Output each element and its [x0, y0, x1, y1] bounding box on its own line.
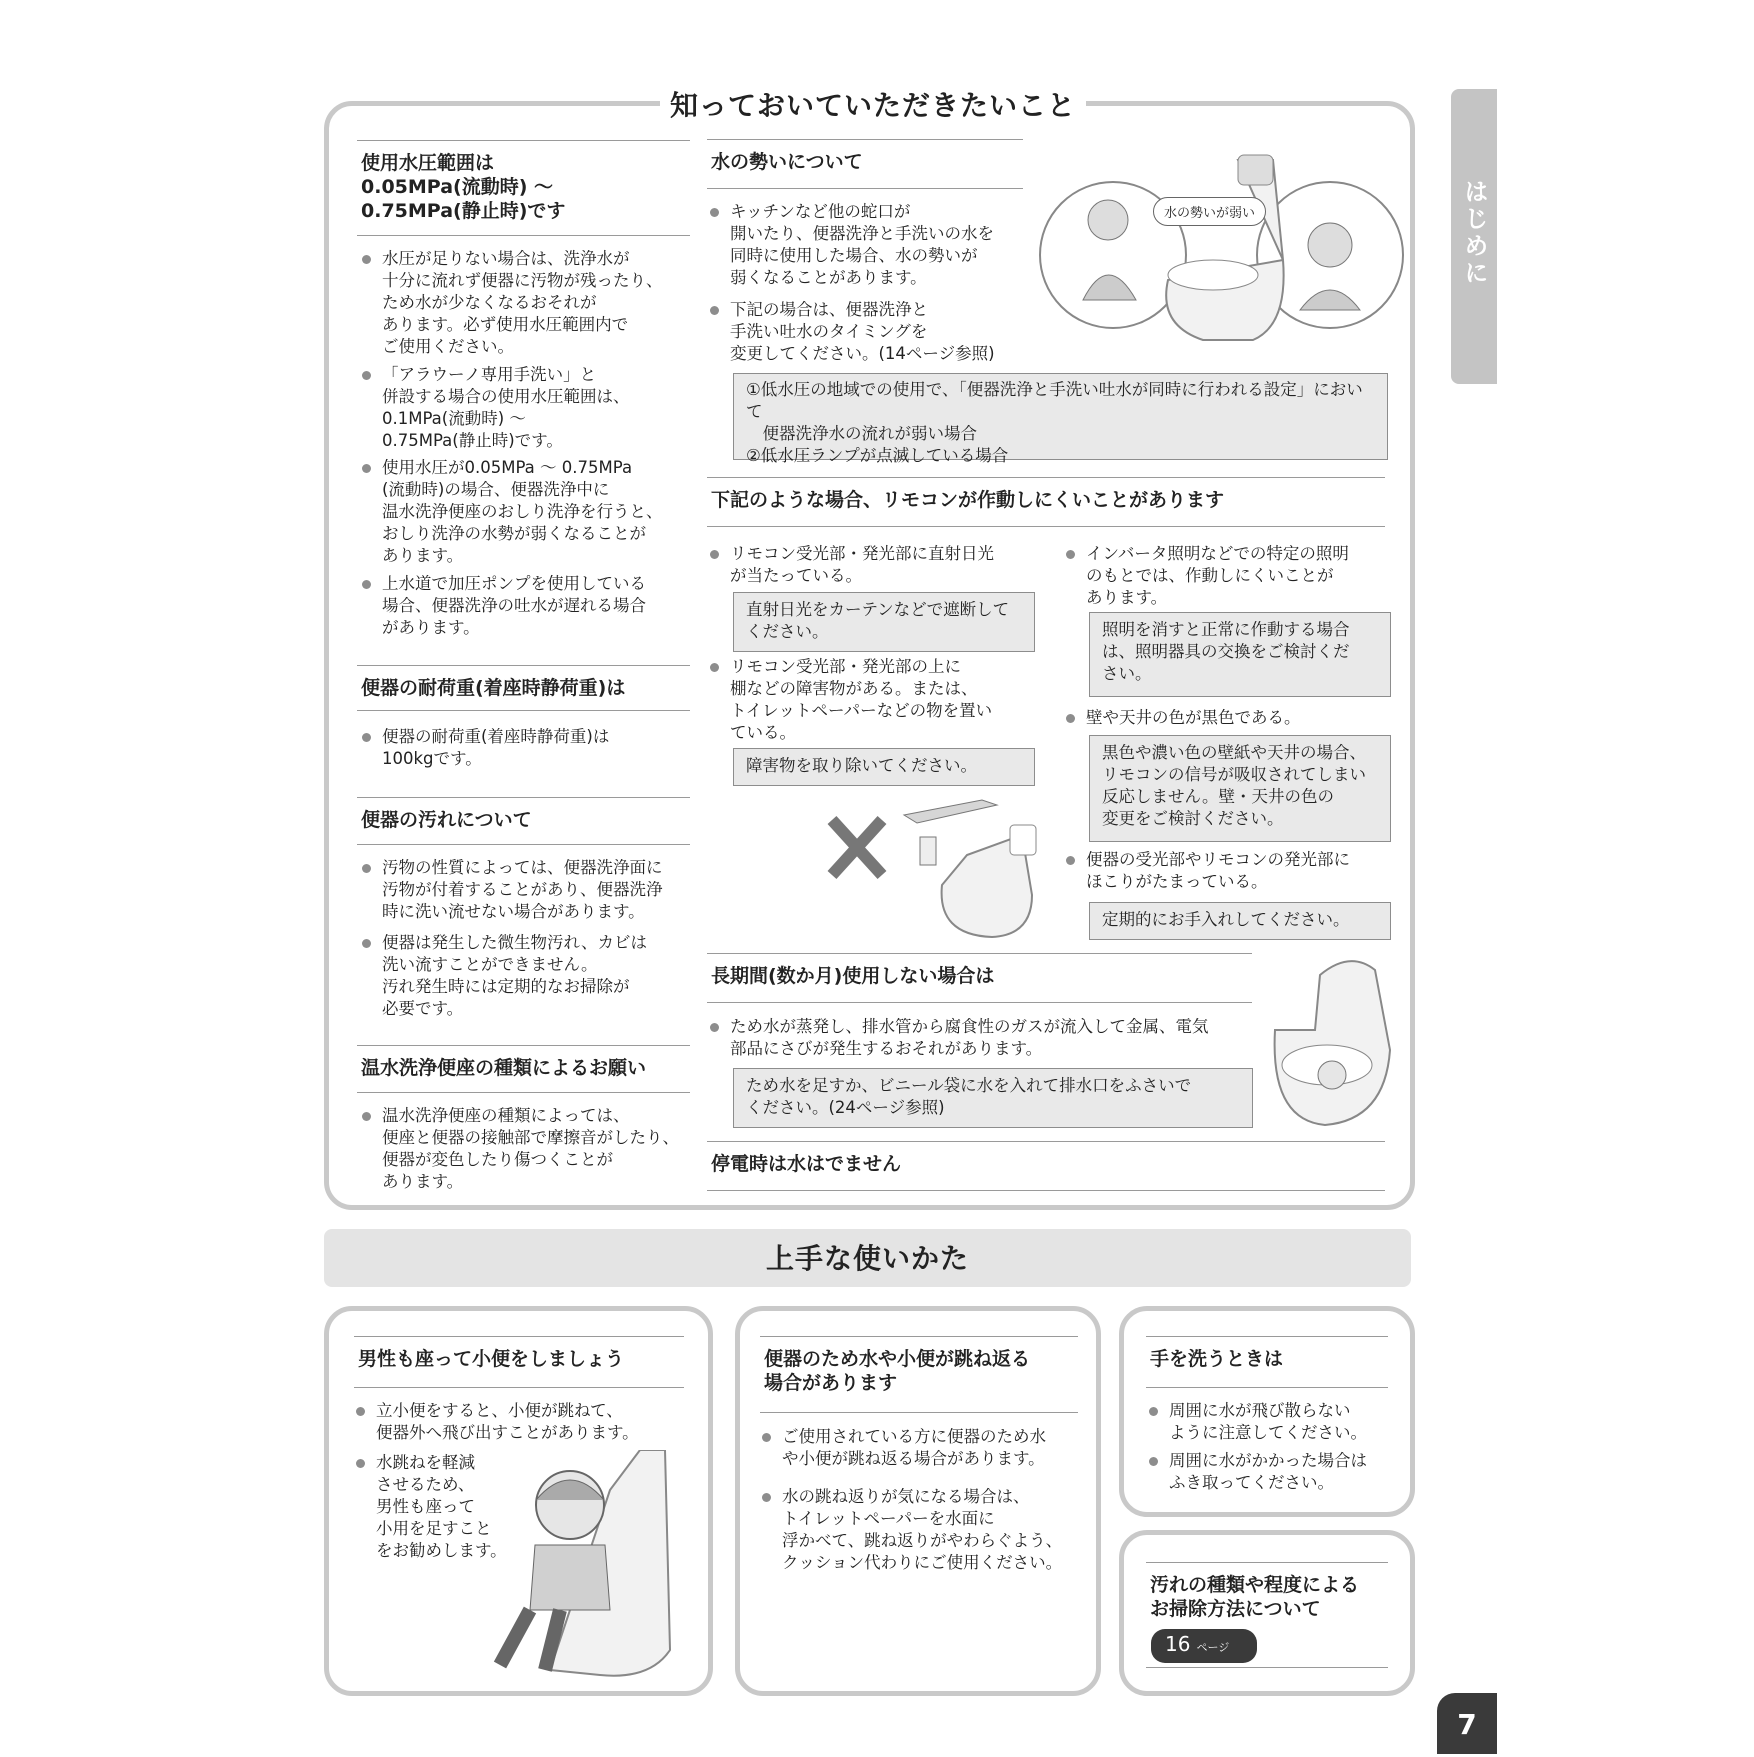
- pressure-heading: 使用水圧範囲は 0.05MPa(流動時) ～ 0.75MPa(静止時)です: [357, 140, 690, 236]
- remote-right-note-1: 照明を消すと正常に作動する場合 は、照明器具の交換をご検討くだ さい。: [1089, 612, 1391, 697]
- pressure-bullet-3: 使用水圧が0.05MPa ～ 0.75MPa (流動時)の場合、便器洗浄中に 温水洗浄便座のおしり洗浄を行うと、 おしり洗浄の水勢が弱くなることが あります。: [360, 457, 690, 567]
- toilet-icon: [1275, 961, 1390, 1125]
- remote-left-bullet-1: リモコン受光部・発光部に直射日光 が当たっている。: [708, 543, 1038, 587]
- hand-wash-heading: 手を洗うときは: [1146, 1336, 1388, 1388]
- page-number: 7: [1437, 1693, 1497, 1754]
- men-sit-bullet-2: 水跳ねを軽減 させるため、 男性も座って 小用を足すこと をお勧めします。: [354, 1452, 554, 1562]
- long-term-note: ため水を足すか、ビニール袋に水を入れて排水口をふさいで ください。(24ページ参照): [733, 1068, 1253, 1128]
- water-force-bullet-1: キッチンなど他の蛇口が 開いたり、便器洗浄と手洗いの水を 同時に使用した場合、水の勢いが 弱くなることがあります。: [708, 201, 1038, 289]
- usage-tips-banner: [324, 1229, 1411, 1287]
- remote-right-bullet-1: インバータ照明などでの特定の照明 のもとでは、作動しにくいことが あります。: [1064, 543, 1394, 609]
- water-force-illustration: [1038, 150, 1408, 345]
- seat-heading: 温水洗浄便座の種類によるお願い: [357, 1045, 690, 1093]
- pressure-bullet-1: 水圧が足りない場合は、洗浄水が 十分に流れず便器に汚物が残ったり、 ため水が少なくなるおそれが あります。必ず使用水圧範囲内で ご使用ください。: [360, 248, 690, 358]
- dirt-bullet-1: 汚物の性質によっては、便器洗浄面に 汚物が付着することがあり、便器洗浄 時に洗い流せない場合があります。: [360, 857, 690, 923]
- long-term-bullet-1: ため水が蒸発し、排水管から腐食性のガスが流入して金属、電気 部品にさびが発生するおそれがあります。: [708, 1016, 1253, 1060]
- remote-left-bullet-2: リモコン受光部・発光部の上に 棚などの障害物がある。または、 トイレットペーパーなどの物を置い ている。: [708, 656, 1038, 744]
- remote-right-bullet-2: 壁や天井の色が黒色である。: [1064, 707, 1394, 729]
- section-tab-label: はじめに: [1460, 179, 1488, 287]
- remote-left-note-1: 直射日光をカーテンなどで遮断して ください。: [733, 592, 1035, 652]
- water-force-note: ①低水圧の地域での使用で、「便器洗浄と手洗い吐水が同時に行われる設定」において 便器洗浄水の流れが弱い場合 ②低水圧ランプが点滅している場合: [733, 373, 1388, 460]
- load-heading: 便器の耐荷重(着座時静荷重)は: [357, 665, 690, 711]
- pressure-bullet-4: 上水道で加圧ポンプを使用している 場合、便器洗浄の吐水が遅れる場合 があります。: [360, 573, 690, 639]
- important-info-title: 知っておいていただきたいこと: [660, 84, 1086, 124]
- splash-bullet-2: 水の跳ね返りが気になる場合は、 トイレットペーパーを水面に 浮かべて、跳ね返りがやわらぐよう、 クッション代わりにご使用ください。: [760, 1486, 1090, 1574]
- page-ref-link[interactable]: 16 ページ: [1151, 1629, 1257, 1663]
- water-force-heading: 水の勢いについて: [707, 139, 1023, 189]
- obstacle-illustration: [822, 795, 1052, 940]
- load-bullet-1: 便器の耐荷重(着座時静荷重)は 100kgです。: [360, 726, 690, 770]
- blackout-heading: 停電時は水はでません: [707, 1141, 1385, 1191]
- water-force-bullet-2: 下記の場合は、便器洗浄と 手洗い吐水のタイミングを 変更してください。(14ページ参照): [708, 299, 1038, 365]
- dirt-bullet-2: 便器は発生した微生物汚れ、カビは 洗い流すことができません。 汚れ発生時には定期的なお掃除が 必要です。: [360, 932, 690, 1020]
- seat-bullet-1: 温水洗浄便座の種類によっては、 便座と便器の接触部で摩擦音がしたり、 便器が変色したり傷つくことが あります。: [360, 1105, 690, 1193]
- weak-water-bubble: 水の勢いが弱い: [1153, 197, 1266, 226]
- cross-mark-icon: [832, 820, 882, 875]
- remote-right-note-3: 定期的にお手入れしてください。: [1089, 902, 1391, 940]
- person-head-icon: [1088, 200, 1128, 240]
- hand-wash-bullet-2: 周囲に水がかかった場合は ふき取ってください。: [1147, 1450, 1397, 1494]
- splash-heading: 便器のため水や小便が跳ね返る 場合があります: [760, 1336, 1078, 1413]
- cleaning-ref-heading: 汚れの種類や程度による お掃除方法について: [1146, 1562, 1388, 1668]
- seated-boy-illustration: [490, 1450, 690, 1685]
- section-tab[interactable]: [1451, 89, 1497, 384]
- pressure-bullet-2: 「アラウーノ専用手洗い」と 併設する場合の使用水圧範囲は、 0.1MPa(流動時) ～ 0.75MPa(静止時)です。: [360, 364, 690, 452]
- water-bag-icon: [1318, 1061, 1346, 1089]
- hand-wash-bullet-1: 周囲に水が飛び散らない ように注意してください。: [1147, 1400, 1397, 1444]
- men-sit-bullet-1: 立小便をすると、小便が跳ねて、 便器外へ飛び出すことがあります。: [354, 1400, 694, 1444]
- remote-left-note-2: 障害物を取り除いてください。: [733, 748, 1035, 786]
- long-term-heading: 長期間(数か月)使用しない場合は: [707, 953, 1252, 1003]
- splash-bullet-1: ご使用されている方に便器のため水 や小便が跳ね返る場合があります。: [760, 1426, 1090, 1470]
- dirt-heading: 便器の汚れについて: [357, 797, 690, 845]
- remote-heading: 下記のような場合、リモコンが作動しにくいことがあります: [707, 477, 1385, 527]
- remote-right-note-2: 黒色や濃い色の壁紙や天井の場合、 リモコンの信号が吸収されてしまい 反応しません。壁・天井の色の 変更をご検討ください。: [1089, 735, 1391, 842]
- remote-right-bullet-3: 便器の受光部やリモコンの発光部に ほこりがたまっている。: [1064, 849, 1394, 893]
- men-sit-heading: 男性も座って小便をしましょう: [354, 1336, 684, 1388]
- toilet-bag-illustration: [1265, 950, 1395, 1130]
- usage-tips-title: 上手な使いかた: [765, 1242, 969, 1275]
